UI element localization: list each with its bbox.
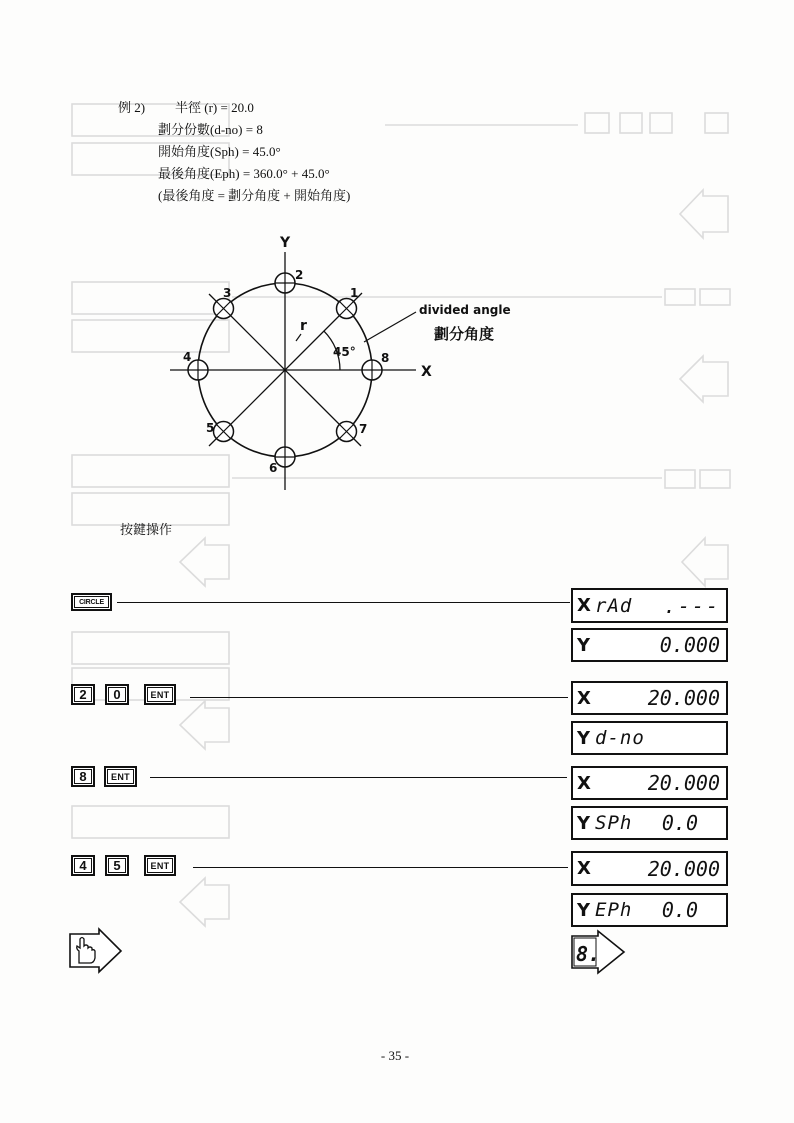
digit-key-8: 8 [71, 766, 95, 787]
y-display [571, 893, 728, 927]
hole-6 [275, 447, 295, 467]
start-angle-line: 開始角度(Sph) = 45.0° [158, 144, 281, 159]
radius-label: r [300, 318, 307, 334]
display-axis: Y [577, 727, 591, 749]
y-axis-label: Y [280, 235, 291, 251]
hole-7 [337, 422, 357, 442]
bolt-circle-diagram [150, 228, 511, 498]
ghost-key [665, 470, 695, 488]
hole-label-7: 7 [359, 422, 368, 436]
ghost-key [650, 113, 672, 133]
end-angle-formula: (最後角度 = 劃分角度 + 開始角度) [158, 188, 351, 203]
ghost-key [705, 113, 728, 133]
display-mode: SPh [595, 812, 633, 834]
ghost-arrow [180, 878, 229, 926]
display-mode: d-no [595, 727, 645, 749]
leader-line [190, 697, 568, 698]
enter-key: ENT [144, 684, 176, 705]
hole-label-1: 1 [350, 286, 359, 300]
x-display [571, 681, 728, 715]
divided-angle-label-zh: 劃分角度 [434, 325, 495, 343]
hole-label-3: 3 [223, 286, 232, 300]
leader-line [117, 602, 570, 603]
ghost-key [620, 113, 642, 133]
hole-8 [362, 360, 382, 380]
section-title: 按鍵操作 [120, 522, 173, 537]
display-mode: EPh [595, 899, 633, 921]
leader-line [150, 777, 567, 778]
display-axis: Y [577, 634, 591, 656]
display-arrow-icon [570, 928, 628, 976]
y-display [571, 806, 728, 840]
hole-label-4: 4 [183, 350, 192, 364]
display-axis: Y [577, 812, 591, 834]
x-display [571, 766, 728, 800]
ghost-display [72, 806, 229, 838]
display-value: 20.000 [647, 856, 720, 881]
x-display [571, 588, 728, 623]
radius-leader [296, 334, 301, 341]
display-mode: rAd [595, 594, 633, 617]
hole-label-6: 6 [269, 461, 278, 475]
display-value: 0.0 [661, 811, 698, 835]
ghost-arrow [680, 190, 728, 238]
ghost-arrow [180, 701, 229, 749]
next-display-value: 8. [576, 942, 601, 966]
ghost-arrow [180, 538, 229, 586]
display-axis: X [577, 687, 591, 709]
divided-angle-label: divided angle [419, 303, 511, 317]
ghost-key [700, 289, 730, 305]
ghost-arrow [680, 356, 728, 402]
hole-5 [214, 422, 234, 442]
digit-key-2: 2 [71, 684, 95, 705]
divisions-line: 劃分份數(d-no) = 8 [158, 122, 263, 137]
y-display [571, 721, 728, 755]
digit-key-4: 4 [71, 855, 95, 876]
ghost-arrow [682, 538, 728, 586]
circle-key: CIRCLE [71, 593, 112, 611]
annotation-leader [364, 312, 416, 342]
end-angle-line: 最後角度(Eph) = 360.0° + 45.0° [158, 166, 330, 181]
hand-pointer-arrow-icon [68, 926, 124, 974]
ghost-key [665, 289, 695, 305]
y-display [571, 628, 728, 662]
hole-3 [214, 299, 234, 319]
ghost-key [700, 470, 730, 488]
enter-key: ENT [104, 766, 137, 787]
display-value: 20.000 [647, 771, 720, 795]
display-value: 0.0 [661, 898, 698, 922]
ghost-display [72, 632, 229, 664]
radius-line: 半徑 (r) = 20.0 [175, 100, 254, 115]
x-display [571, 851, 728, 886]
digit-key-0: 0 [105, 684, 129, 705]
hole-1 [337, 299, 357, 319]
display-axis: X [577, 772, 591, 794]
digit-key-5: 5 [105, 855, 129, 876]
ghost-key [585, 113, 609, 133]
x-axis-label: X [421, 364, 432, 380]
display-axis: X [577, 858, 591, 879]
hole-label-2: 2 [295, 268, 304, 282]
hole-label-5: 5 [206, 421, 215, 435]
hole-label-8: 8 [381, 351, 390, 365]
leader-line [193, 867, 568, 868]
example-label: 例 2) [118, 100, 146, 115]
enter-key: ENT [144, 855, 176, 876]
display-axis: X [577, 595, 591, 616]
display-value: 0.000 [659, 633, 720, 657]
display-axis: Y [577, 899, 591, 921]
hole-2 [275, 273, 295, 293]
angle-label: 45° [333, 345, 356, 359]
display-value: 20.000 [647, 686, 720, 710]
display-value: .--- [663, 593, 720, 618]
page-number: - 35 - [380, 1048, 410, 1063]
